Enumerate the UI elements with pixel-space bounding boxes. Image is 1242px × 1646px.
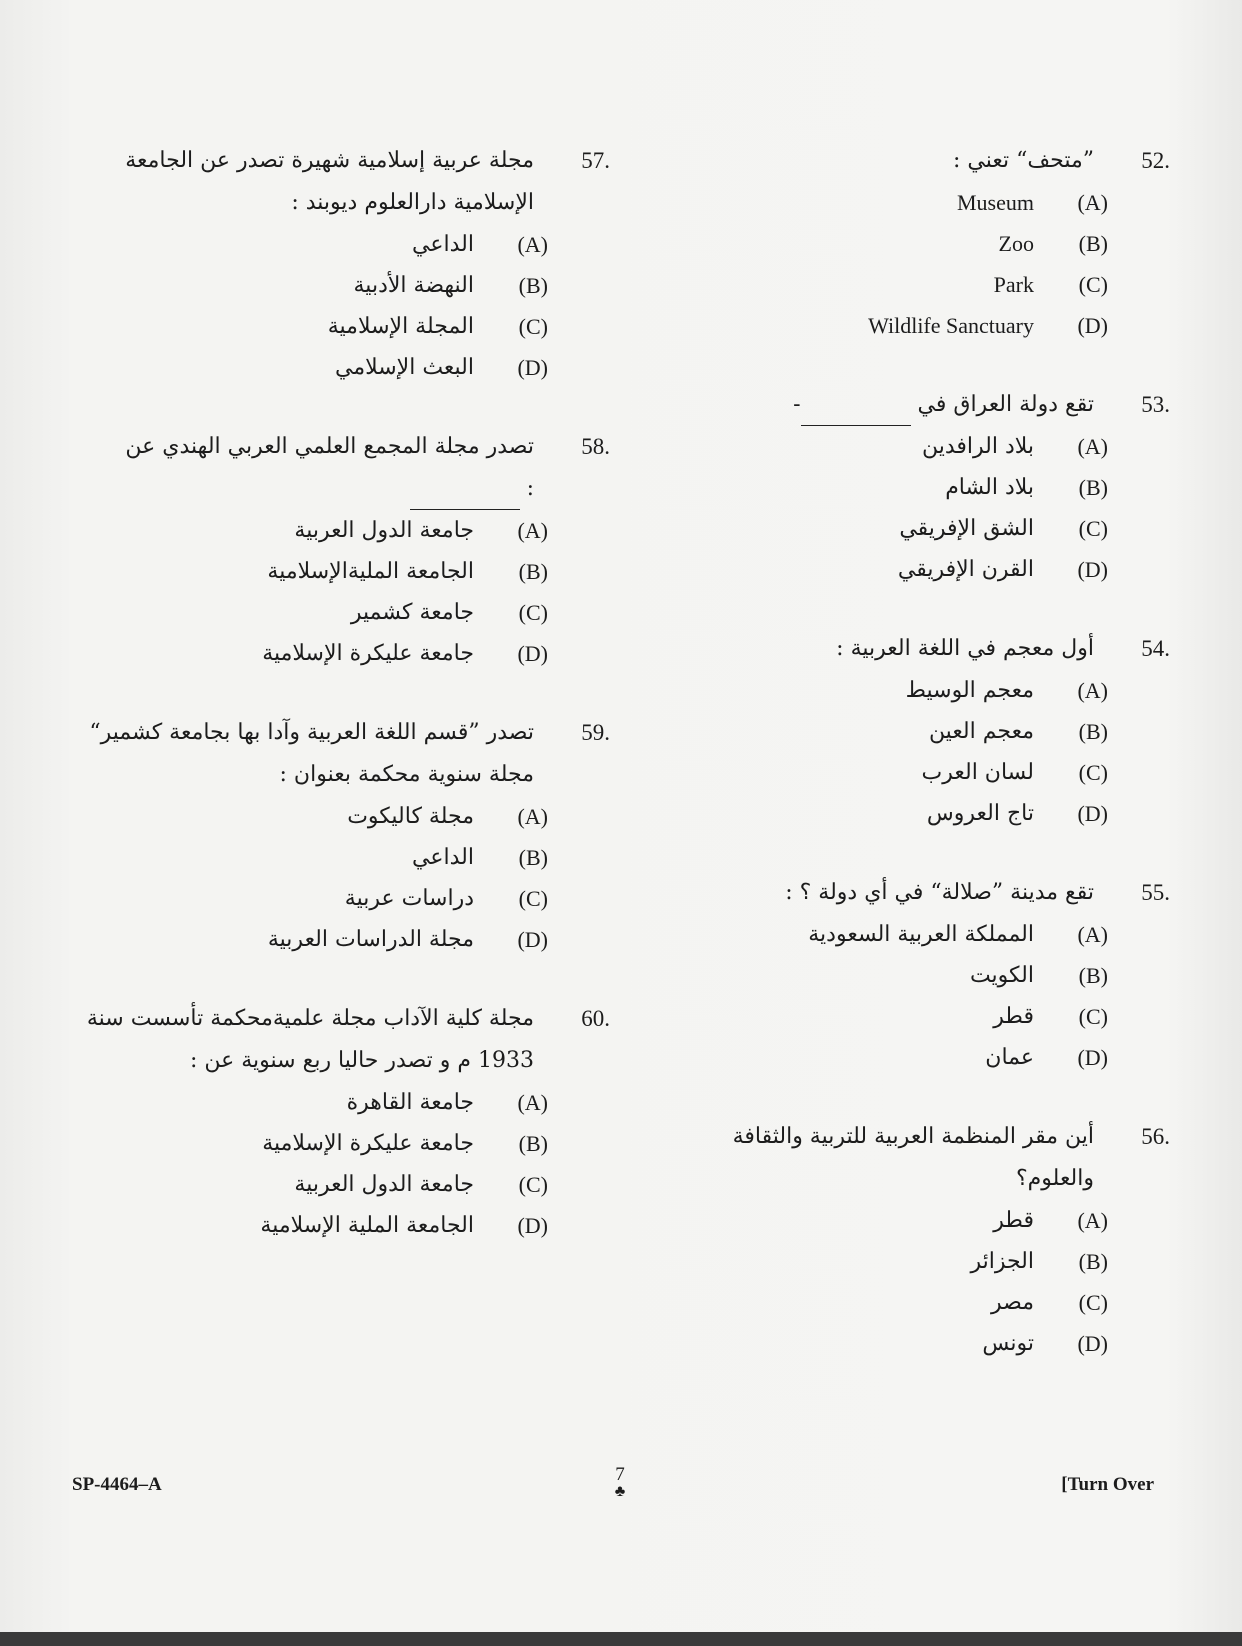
option-text: الداعي — [412, 845, 474, 870]
option-text: قطر — [993, 1208, 1034, 1233]
option-b — [690, 1241, 1108, 1282]
option-d — [690, 1323, 1108, 1364]
option-text: تونس — [982, 1331, 1034, 1356]
question-text-main: تصدر مجلة المجمع العلمي العربي الهندي عن — [125, 434, 534, 459]
question-text — [70, 426, 548, 510]
turn-over-note: [Turn Over — [1061, 1474, 1154, 1495]
option-c — [690, 752, 1108, 793]
question-text-end: : — [526, 476, 534, 501]
option-label: (C) — [1078, 515, 1108, 541]
option-label: (A) — [517, 517, 548, 543]
option-text: بلاد الشام — [945, 475, 1034, 500]
option-label: (B) — [518, 1130, 548, 1156]
option-label: (B) — [518, 272, 548, 298]
option-label: (B) — [1078, 474, 1108, 500]
question-number: 53. — [1141, 392, 1170, 417]
option-label: (B) — [1078, 962, 1108, 988]
option-label: (D) — [517, 1212, 548, 1238]
option-text: Zoo — [998, 230, 1034, 256]
question-text: أول معجم في اللغة العربية : — [836, 636, 1094, 661]
club-icon: ♣ — [614, 1483, 626, 1500]
option-a — [70, 224, 548, 265]
question-text-end: - — [793, 392, 801, 417]
option-c — [70, 592, 548, 633]
option-b — [690, 223, 1108, 264]
option-text: بلاد الرافدين — [921, 434, 1034, 459]
question-text: ”متحف“ تعني : — [952, 148, 1094, 173]
option-d — [70, 919, 548, 960]
question-text: تصدر ”قسم اللغة العربية وآدا بها بجامعة كشمير“ مجلة سنوية محكمة بعنوان : — [89, 720, 534, 787]
option-text: Wildlife Sanctuary — [868, 312, 1034, 338]
option-text: مجلة الدراسات العربية — [267, 927, 474, 952]
option-c — [690, 508, 1108, 549]
option-c — [690, 264, 1108, 305]
option-a — [690, 914, 1108, 955]
option-label: (A) — [1077, 921, 1108, 947]
option-label: (D) — [517, 354, 548, 380]
question-text: تقع مدينة ”صلالة“ في أي دولة ؟ : — [785, 880, 1094, 905]
question-number: 59. — [581, 720, 610, 745]
answer-blank — [410, 481, 520, 510]
option-text: جامعة الدول العربية — [294, 1172, 474, 1197]
option-b — [690, 711, 1108, 752]
option-a — [690, 670, 1108, 711]
option-d — [70, 347, 548, 388]
option-label: (B) — [518, 844, 548, 870]
option-label: (A) — [517, 1089, 548, 1115]
option-label: (C) — [518, 313, 548, 339]
option-d — [690, 305, 1108, 346]
option-a — [690, 182, 1108, 223]
option-a — [70, 796, 548, 837]
option-label: (A) — [1077, 433, 1108, 459]
option-text: الكويت — [969, 963, 1034, 988]
option-label: (C) — [1078, 1289, 1108, 1315]
option-text: مصر — [990, 1290, 1034, 1315]
option-text: جامعة عليكرة الإسلامية — [262, 641, 474, 666]
option-label: (D) — [1077, 312, 1108, 338]
option-d — [690, 793, 1108, 834]
option-label: (B) — [518, 558, 548, 584]
question-53 — [690, 384, 1170, 590]
option-label: (A) — [1077, 1207, 1108, 1233]
option-d — [70, 1205, 548, 1246]
option-text: Park — [993, 271, 1034, 297]
option-text: عمان — [985, 1045, 1034, 1070]
option-b — [70, 265, 548, 306]
option-text: جامعة عليكرة الإسلامية — [262, 1131, 474, 1156]
question-52 — [690, 140, 1170, 346]
question-59 — [70, 712, 610, 960]
page-number: 7 — [615, 1464, 625, 1485]
option-label: (B) — [1078, 230, 1108, 256]
option-text: معجم العين — [928, 719, 1034, 744]
option-text: تاج العروس — [926, 801, 1034, 826]
option-label: (C) — [518, 599, 548, 625]
option-b — [690, 955, 1108, 996]
option-c — [70, 878, 548, 919]
option-c — [690, 996, 1108, 1037]
option-d — [70, 633, 548, 674]
left-column — [70, 140, 610, 1246]
option-label: (C) — [518, 885, 548, 911]
option-text: النهضة الأدبية — [353, 273, 474, 298]
question-text: مجلة كلية الآداب مجلة علميةمحكمة تأسست سنة 1933 م و تصدر حاليا ربع سنوية عن : — [86, 1006, 534, 1073]
option-text: البعث الإسلامي — [334, 355, 474, 380]
option-text: المجلة الإسلامية — [327, 314, 474, 339]
option-text: الجامعة الملية الإسلامية — [260, 1213, 474, 1238]
option-text: جامعة الدول العربية — [294, 518, 474, 543]
question-number: 57. — [581, 148, 610, 173]
question-number: 56. — [1141, 1124, 1170, 1149]
question-number: 60. — [581, 1006, 610, 1031]
option-d — [690, 1037, 1108, 1078]
option-label: (D) — [517, 640, 548, 666]
option-d — [690, 549, 1108, 590]
question-number: 54. — [1141, 636, 1170, 661]
question-58 — [70, 426, 610, 674]
option-text: الجزائر — [970, 1249, 1034, 1274]
option-text: الشق الإفريقي — [899, 516, 1034, 541]
option-a — [690, 1200, 1108, 1241]
option-text: دراسات عربية — [344, 886, 474, 911]
question-text: مجلة عربية إسلامية شهيرة تصدر عن الجامعة الإسلامية دارالعلوم ديوبند : — [125, 148, 534, 215]
option-label: (D) — [517, 926, 548, 952]
question-60 — [70, 998, 610, 1246]
question-text-main: تقع دولة العراق في — [917, 392, 1094, 417]
option-c — [70, 1164, 548, 1205]
option-text: معجم الوسيط — [905, 678, 1034, 703]
option-c — [690, 1282, 1108, 1323]
option-label: (D) — [1077, 1044, 1108, 1070]
right-column — [690, 140, 1170, 1364]
option-label: (B) — [1078, 718, 1108, 744]
question-number: 52. — [1141, 148, 1170, 173]
option-label: (D) — [1077, 556, 1108, 582]
question-number: 55. — [1141, 880, 1170, 905]
option-b — [70, 551, 548, 592]
option-text: الداعي — [412, 232, 474, 257]
option-text: Museum — [957, 189, 1034, 215]
option-text: جامعة القاهرة — [346, 1090, 474, 1115]
option-a — [70, 1082, 548, 1123]
option-label: (A) — [517, 231, 548, 257]
option-text: لسان العرب — [921, 760, 1034, 785]
question-text: أين مقر المنظمة العربية للتربية والثقافة والعلوم؟ — [732, 1124, 1094, 1191]
option-label: (D) — [1077, 800, 1108, 826]
option-text: جامعة كشمير — [350, 600, 474, 625]
option-b — [70, 837, 548, 878]
option-b — [690, 467, 1108, 508]
question-57 — [70, 140, 610, 388]
question-text — [690, 384, 1108, 426]
question-number: 58. — [581, 434, 610, 459]
option-text: القرن الإفريقي — [897, 557, 1034, 582]
answer-blank — [801, 397, 911, 426]
question-54 — [690, 628, 1170, 834]
option-c — [70, 306, 548, 347]
option-label: (A) — [517, 803, 548, 829]
question-56 — [690, 1116, 1170, 1364]
option-label: (C) — [518, 1171, 548, 1197]
question-55 — [690, 872, 1170, 1078]
option-label: (C) — [1078, 271, 1108, 297]
page-number-block — [605, 1466, 635, 1500]
paper-code: SP-4464–A — [72, 1474, 162, 1495]
option-text: المملكة العربية السعودية — [808, 922, 1034, 947]
option-label: (C) — [1078, 1003, 1108, 1029]
option-text: الجامعة المليةالإسلامية — [267, 559, 474, 584]
option-label: (B) — [1078, 1248, 1108, 1274]
option-b — [70, 1123, 548, 1164]
option-label: (A) — [1077, 677, 1108, 703]
option-label: (C) — [1078, 759, 1108, 785]
option-a — [690, 426, 1108, 467]
option-text: مجلة كاليكوت — [347, 804, 474, 829]
option-a — [70, 510, 548, 551]
option-label: (A) — [1077, 189, 1108, 215]
option-label: (D) — [1077, 1330, 1108, 1356]
option-text: قطر — [993, 1004, 1034, 1029]
